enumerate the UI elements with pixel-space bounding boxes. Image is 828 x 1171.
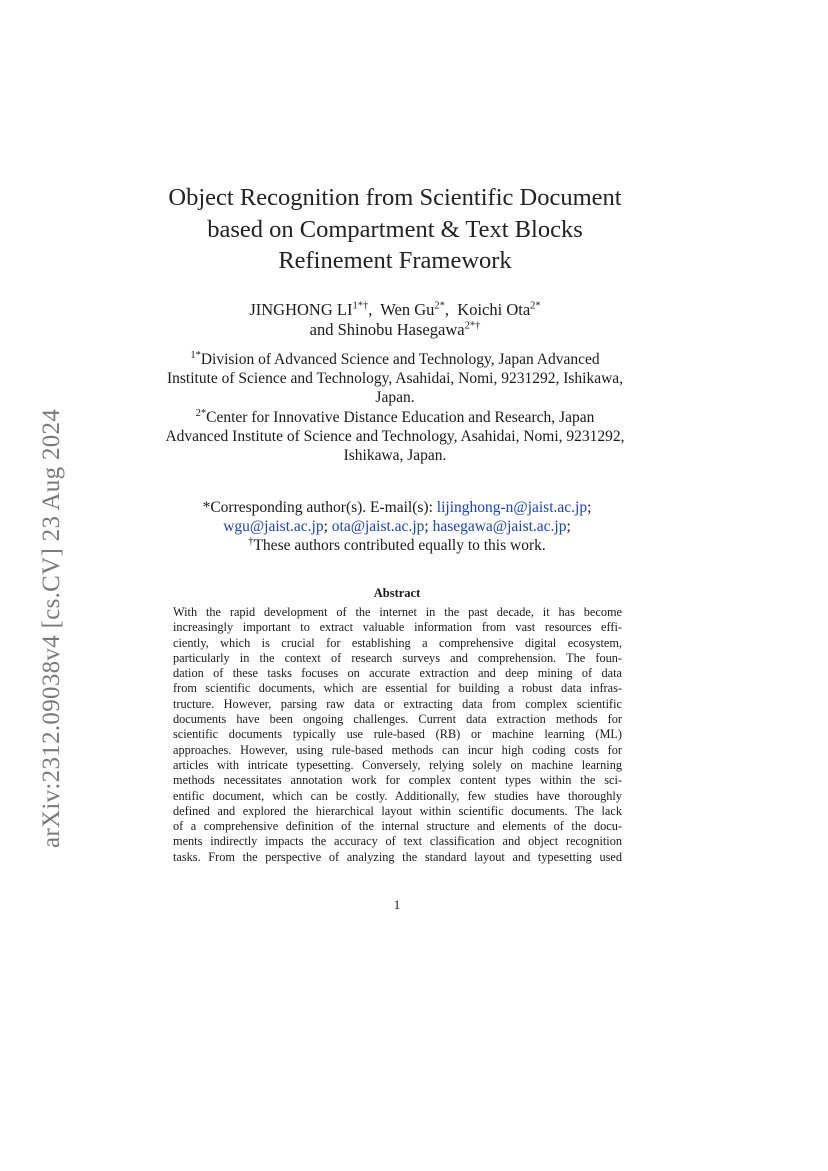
title-line: based on Compartment & Text Blocks — [207, 215, 583, 243]
paper-title — [150, 182, 640, 277]
abstract-line: With the rapid development of the internet in the past decade, it has become — [173, 605, 622, 619]
author-marker: 2* — [530, 300, 541, 312]
author-name: Shinobu Hasegawa — [337, 320, 465, 339]
affiliation-line: Ishikawa, Japan. — [343, 447, 447, 465]
abstract-line: dation of these tasks focuses on accurate extraction and deep mining of data — [173, 666, 622, 681]
title-line: Object Recognition from Scientific Document — [168, 184, 622, 211]
abstract-body — [173, 605, 622, 865]
author-name: JINGHONG LI — [249, 300, 353, 319]
email-link-lijinghong[interactable]: lijinghong-n@jaist.ac.jp — [436, 499, 588, 516]
email-link-wgu[interactable]: wgu@jaist.ac.jp — [223, 518, 324, 535]
abstract-line: particularly in the context of research surveys and comprehension. The foun- — [173, 650, 622, 665]
email-link-ota[interactable]: ota@jaist.ac.jp — [331, 518, 425, 535]
author-name: Koichi Ota — [457, 300, 531, 319]
abstract-line: documents have been ongoing challenges. Current data extraction methods for — [173, 712, 622, 727]
affiliation-line: Advanced Institute of Science and Technology, Asahidai, Nomi, 9231292, — [165, 427, 625, 445]
abstract-line: ments indirectly impacts the accuracy of text classification and object recognition — [173, 834, 622, 849]
affiliation-marker: 1* — [190, 349, 201, 361]
author-line-1: JINGHONG $LI^{1*\dagger}$, Wen $Gu^{2*}$, Koichi Ota$^{2*}$ — [249, 300, 541, 319]
author-marker: 2*† — [464, 320, 481, 332]
page-number: 1 — [393, 897, 401, 912]
affiliation-line: Institute of Science and Technology, Asahidai, Nomi, 9231292, Ishikawa, — [166, 370, 624, 388]
affiliation-line: Japan. — [375, 389, 415, 407]
abstract-line: scientific documents typically use rule-based (RB) or machine learning (ML) — [173, 727, 622, 742]
abstract-line: ciently, which is crucial for establishing a comprehensive digital ecosystem, — [173, 635, 622, 650]
author-name: Wen Gu — [380, 300, 435, 319]
abstract-line: from scientific documents, which are essential for building a robust data infras- — [173, 681, 622, 696]
abstract-line: tasks. From the perspective of analyzing the standard layout and typesetting used — [173, 849, 622, 864]
author-marker: 1*† — [352, 300, 369, 312]
affiliation-line: $^{1*}$Division of Advanced Science and Technology, Japan Advanced — [190, 349, 600, 368]
correspondence-block: *Corresponding author(s). E-mail(s): lijinghong-n@jaist.ac.jp; wgu@jaist.ac.jp; ota@jaist.ac.jp; hasegawa@jaist.ac.jp; †These authors contributed equally to this work. — [150, 498, 644, 555]
equal-contribution-note: †These authors contributed equally to this work. — [248, 535, 546, 554]
affiliation-marker: 2* — [195, 407, 207, 419]
author-list — [150, 300, 640, 340]
affiliations — [150, 350, 640, 465]
abstract-line: articles with intricate typesetting. Conversely, relying solely on machine learning — [173, 757, 622, 772]
email-link-hasegawa[interactable]: hasegawa@jaist.ac.jp — [432, 518, 567, 535]
abstract-line: approaches. However, using rule-based methods can incur high coding costs for — [173, 742, 622, 757]
abstract-line: defined and explored the hierarchical layout within scientific documents. The lack — [173, 803, 622, 818]
equal-contribution-marker: † — [248, 535, 254, 547]
abstract-heading: Abstract — [373, 586, 421, 600]
arxiv-identifier-stamp: arXiv:2312.09038v4 [cs.CV] 23 Aug 2024 — [38, 408, 65, 848]
abstract-line: increasingly important to extract valuable information from vast resources effi- — [173, 620, 622, 635]
abstract-line: entific document, which can be costly. Additionally, few studies have thoroughly — [173, 788, 622, 803]
abstract-line: tructure. However, parsing raw data or extracting data from complex scientific — [173, 696, 622, 711]
title-line: Refinement Framework — [278, 247, 512, 274]
affiliation-line: $^{2*}$Center for Innovative Distance Education and Research, Japan — [195, 407, 595, 426]
abstract-line: of a comprehensive definition of the internal structure and elements of the docu- — [173, 819, 622, 834]
abstract-line: methods necessitates annotation work for complex content types within the sci- — [173, 773, 622, 788]
author-line-2: and Shinobu Hasegawa$^{2*\dagger}$ — [309, 320, 481, 339]
author-marker: 2* — [434, 300, 445, 312]
